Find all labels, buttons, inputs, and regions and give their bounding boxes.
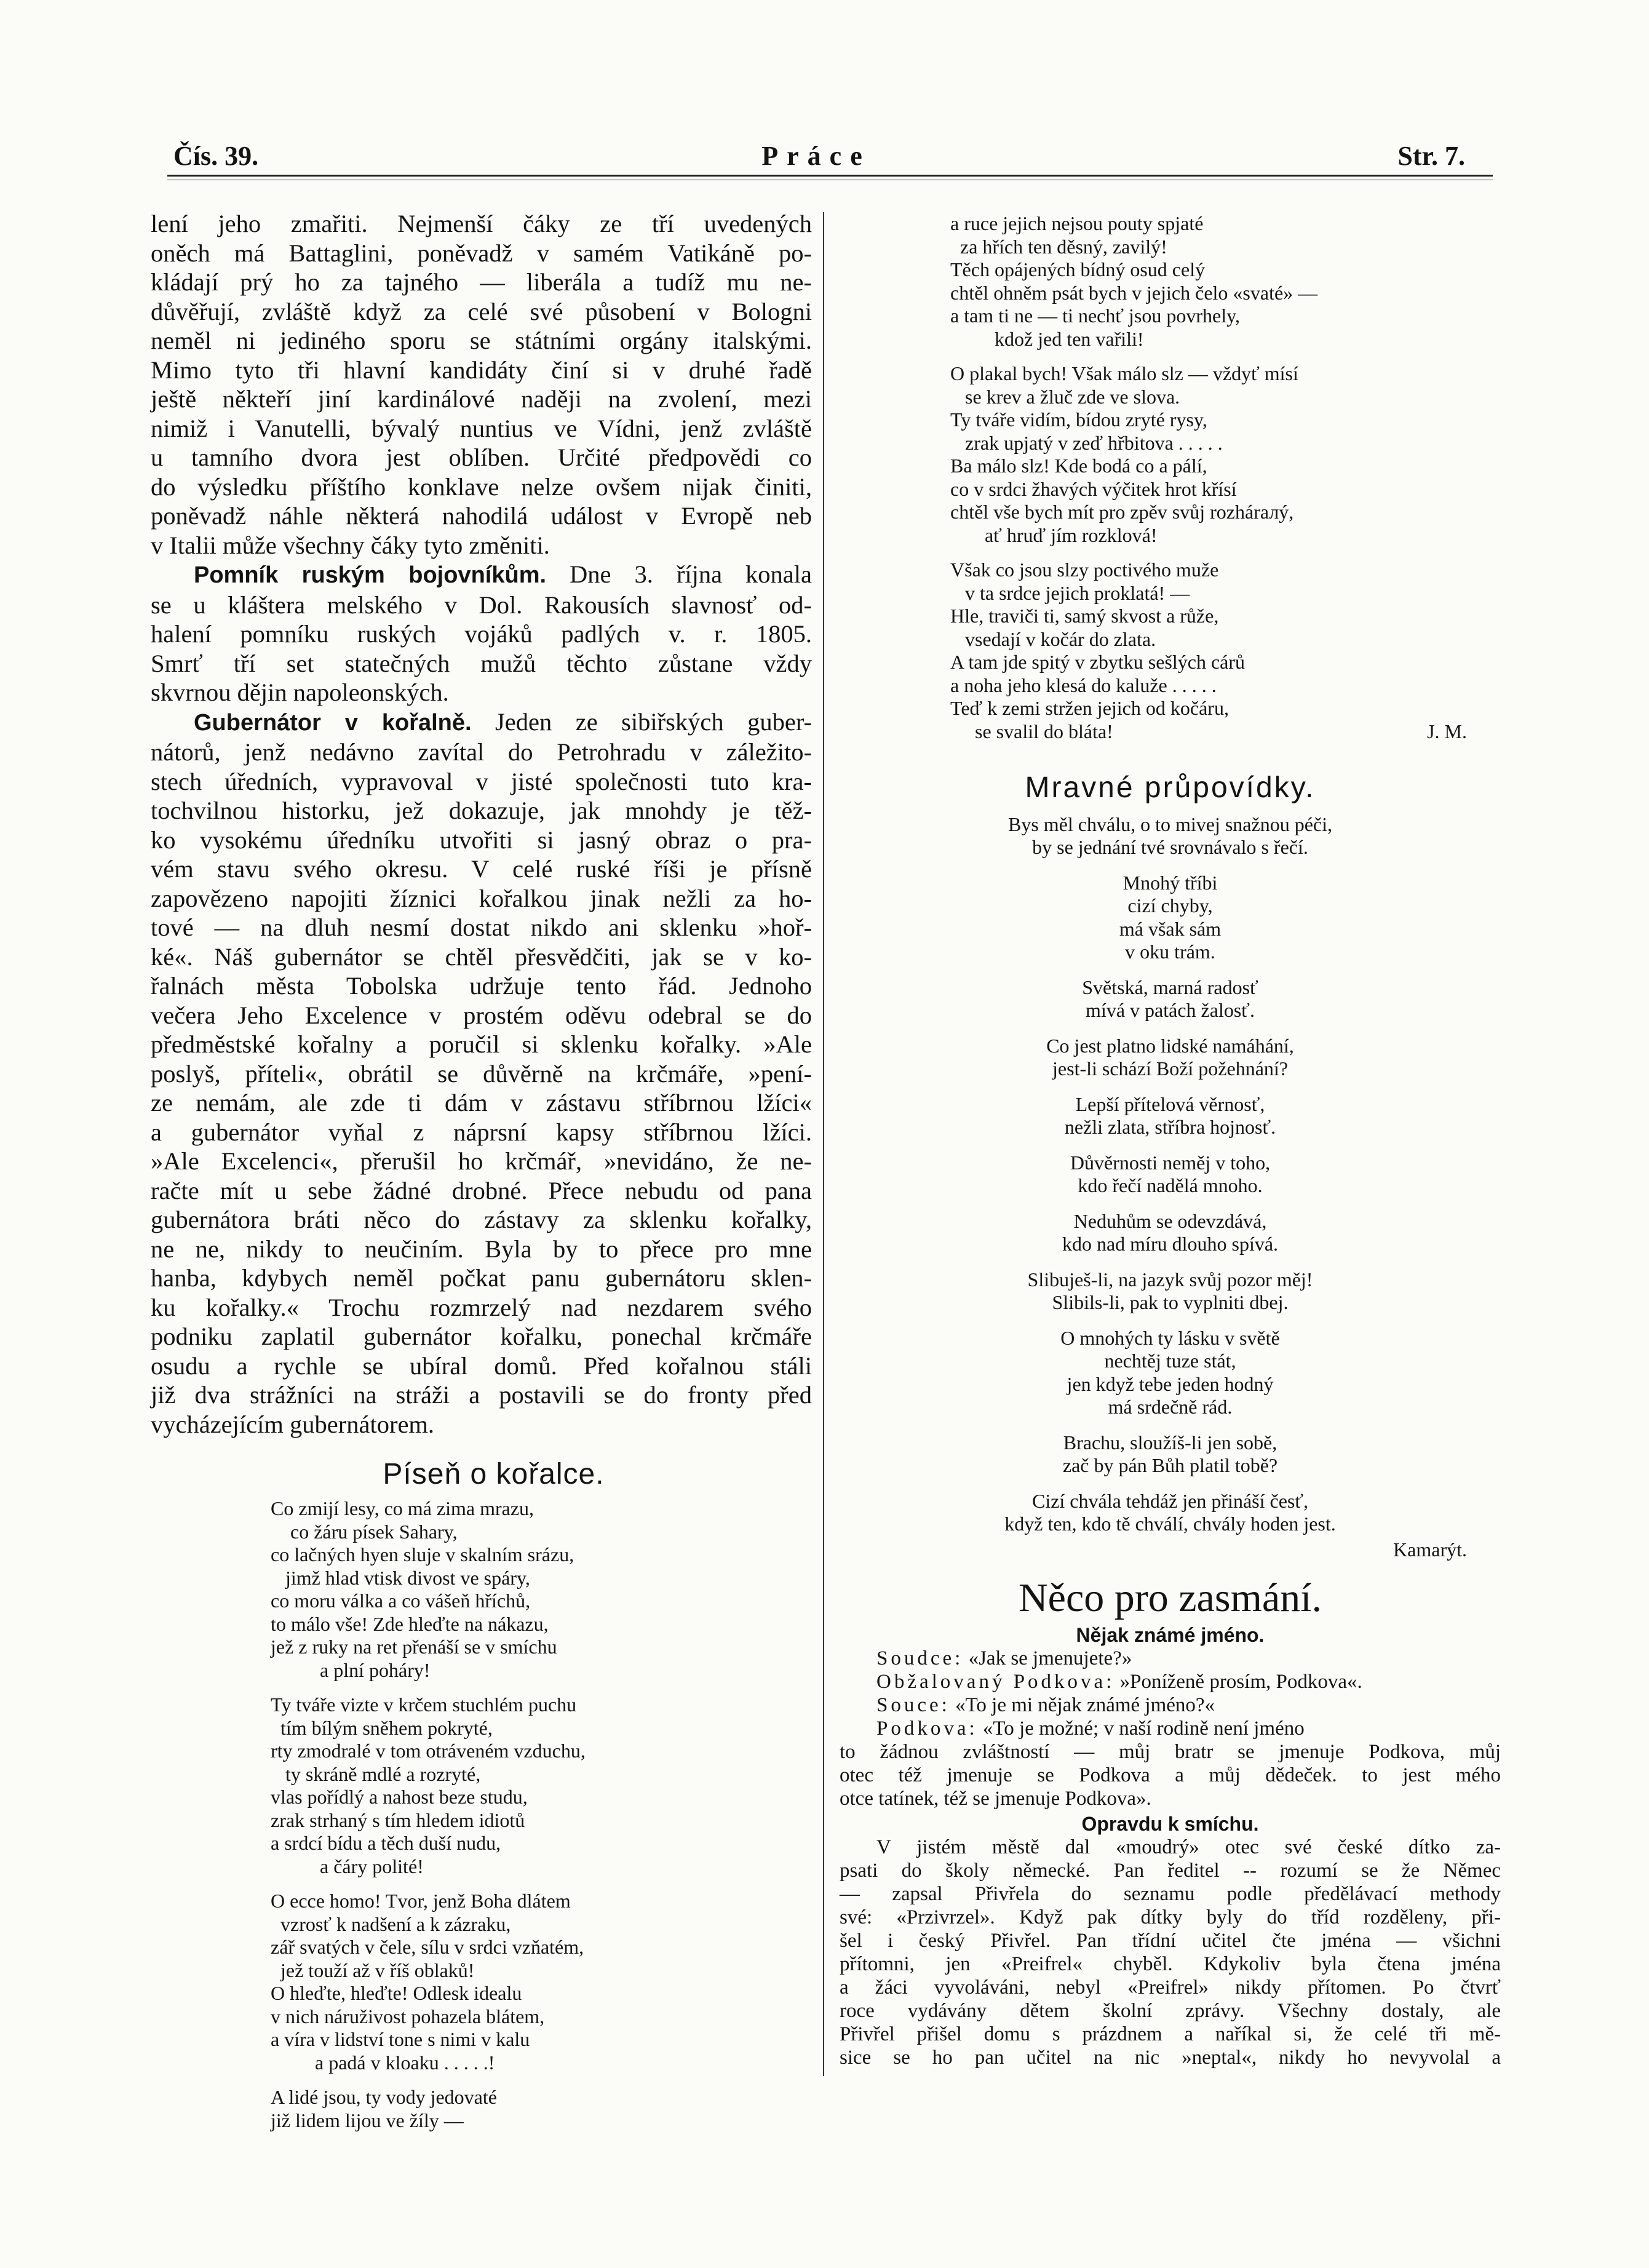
text-line-content: poslyš, příteli«, obrátil se důvěrně na krčmáře, »pení-	[151, 1059, 812, 1088]
poem-line: Těch opájených bídný osud celý	[950, 258, 1206, 281]
proverb-line: jest-li schází Boží požehnání?	[1052, 1057, 1288, 1080]
text-line	[151, 560, 812, 591]
poem-stanza	[950, 362, 1501, 547]
poem-stanza	[271, 1497, 812, 1682]
poem-title: Píseň o kořalce.	[383, 1458, 605, 1490]
poem-stanza	[271, 1693, 812, 1878]
poem-line: a padá v kloaku . . . . .!	[271, 2051, 495, 2074]
text-line-content: ku kořalky.« Trochu rozmrzelý nad nezdarem svého	[151, 1293, 812, 1321]
text-line-content: ne ne, nikdy to neučiním. Byla by to přece pro mne	[151, 1235, 812, 1263]
text-line-content: Dne 3. října konala	[546, 560, 812, 588]
page-number: Str. 7.	[1397, 141, 1465, 171]
poem-continuation	[950, 212, 1501, 743]
poem-line: se krev a žluč zde ve slova.	[950, 385, 1180, 408]
text-line-content: a gubernátor vyňal z náprsní kapsy stříbrnou lžíci.	[151, 1118, 812, 1146]
article-monument	[151, 560, 812, 707]
humor-title: Něco pro zasmání.	[1019, 1575, 1322, 1620]
poem-stanza	[950, 559, 1501, 743]
text-line-content: ze nemám, ale zde ti dám v zástavu stříbrnou lžíci«	[151, 1089, 812, 1116]
text-line: — zapsal Přivřela do seznamu podle předělávací methody	[840, 1883, 1501, 1905]
text-line-content: již dva strážníci na stráži a postavili se do fronty před	[151, 1381, 812, 1409]
dialogue-line	[876, 1717, 1501, 1740]
proverbs-list	[840, 813, 1501, 1536]
article-governor	[151, 707, 812, 1439]
poem-line: vlas pořídlý a nahost beze studu,	[271, 1786, 528, 1808]
poem-line: A tam jde spitý v zbytku sešlých cárů	[950, 651, 1246, 673]
proverb-line: má srdečně rád.	[1108, 1396, 1233, 1418]
proverb-line: má však sám	[1119, 917, 1222, 940]
text-line	[151, 1030, 812, 1059]
header-rule	[167, 175, 1493, 177]
text-line	[151, 767, 812, 797]
text-line-content: »Ale Excelenci«, přerušil ho krčmář, »nevidáno, že ne-	[151, 1147, 812, 1175]
poem-line: O plakal bych! Však málo slz — vždyť mísí	[950, 362, 1298, 384]
proverb	[840, 1093, 1501, 1139]
poem-line: O ecce homo! Tvor, jenž Boha dlátem	[271, 1890, 571, 1912]
poem-line: zrak upjatý v zeď hřbitova . . . . .	[950, 431, 1223, 454]
text-line	[151, 1059, 812, 1089]
proverb-line: Brachu, sloužíš-li jen sobě,	[1063, 1431, 1277, 1454]
text-line-content: halení pomníku ruských vojáků padlých v. r. 1805.	[151, 620, 812, 648]
text-line-content: večera Jeho Excelence v prostém oděvu odebral se do	[151, 1001, 812, 1029]
text-line-content: vém stavu svého okresu. V celé ruské říši je přísně	[151, 855, 812, 883]
poem-line: již lidem lijou ve žíly —	[271, 2109, 464, 2131]
text-line	[151, 738, 812, 767]
joke1-subtitle: Nějak známé jméno.	[1076, 1624, 1265, 1646]
text-line	[151, 472, 812, 502]
poem-line: za hřích ten děsný, zavilý!	[950, 235, 1167, 258]
text-line-content: Jeden ze sibiřských guber-	[471, 707, 812, 736]
proverb	[840, 1210, 1501, 1256]
proverb-line: Důvěrnosti neměj v toho,	[1070, 1151, 1271, 1174]
text-line	[151, 384, 812, 414]
dialogue-text: «To je možné; v naší rodině není jméno	[977, 1717, 1305, 1740]
text-line	[151, 356, 812, 385]
proverb	[840, 1327, 1501, 1419]
text-line	[151, 1322, 812, 1351]
proverb-line: nežli zlata, stříbra hojnosť.	[1064, 1116, 1276, 1138]
text-line: přítomni, jen «Preifrel« chyběl. Kdykoliv byla čtena jména	[840, 1953, 1501, 1975]
poem-stanza	[271, 1890, 812, 2074]
poem-line: ať hruď jím rozklová!	[950, 523, 1158, 546]
proverb-line: mívá v patách žalosť.	[1086, 999, 1255, 1021]
text-line-content: podniku zaplatil gubernátor kořalku, ponechal krčmáře	[151, 1323, 812, 1350]
text-line	[151, 239, 812, 268]
proverb-line: Lepší přítelová věrnosť,	[1075, 1092, 1265, 1115]
poem-line: zář svatých v čele, sílu v srdci vzňatém,	[271, 1936, 584, 1958]
text-line-content: Smrť tří set statečných mužů těchto zůstane vždy	[151, 649, 812, 677]
text-line-content: poněvadž náhle některá nahodilá událost v Evropě neb	[151, 502, 812, 530]
proverb-line: zač by pán Bůh platil tobě?	[1062, 1454, 1278, 1476]
proverb-line: jen když tebe jeden hodný	[1067, 1372, 1274, 1395]
poem-line: co v srdci žhavých výčitek hrot křísí	[950, 477, 1237, 500]
proverb-line: Mnohý tříbi	[1123, 871, 1218, 894]
text-line	[151, 942, 812, 972]
speaker-name: Obžalovaný Podkova:	[876, 1671, 1115, 1693]
text-line	[151, 707, 812, 738]
proverb	[840, 872, 1501, 964]
text-line-content: v Italii může všechny čáky tyto změniti.	[151, 531, 550, 559]
joke1-body	[840, 1647, 1501, 1740]
text-line: sice se ho pan učitel na nic »neptal«, nikdy ho nevyvolal a	[840, 2047, 1501, 2069]
section-heading: Pomník ruským bojovníkům.	[194, 562, 547, 588]
text-line	[151, 854, 812, 884]
text-line	[151, 1235, 812, 1264]
text-line	[151, 531, 812, 560]
text-line	[151, 591, 812, 620]
poem-line: O hleďte, hleďte! Odlesk idealu	[271, 1982, 522, 2004]
text-line	[151, 913, 812, 942]
text-line: V jistém městě dal «moudrý» otec své české dítko za-	[876, 1836, 1501, 1858]
text-line-content: zapovězeno napojiti žíznici kořalkou jinak nežli za ho-	[151, 884, 812, 912]
right-column	[840, 209, 1501, 2069]
poem-line: tím bílým sněhem pokryté,	[271, 1716, 493, 1739]
poem-line: se svalil do bláta!	[950, 720, 1113, 742]
dialogue-line	[876, 1670, 1501, 1693]
text-line	[151, 1088, 812, 1118]
poem-line: A lidé jsou, ty vody jedovaté	[271, 2086, 497, 2108]
text-line-content: nimiž i Vanutelli, bývalý nuntius ve Vídni, jenž zvláště	[151, 414, 812, 442]
text-line: a žáci vyvoláváni, nebyl «Preifrel» nikdy přítomen. Po čtvrť	[840, 1976, 1501, 1999]
proverb	[840, 1268, 1501, 1315]
speaker-name: Souce:	[876, 1694, 950, 1716]
text-line	[151, 1001, 812, 1030]
text-line-content: račte mít u sebe žádné drobné. Přece nebudu od pana	[151, 1176, 812, 1204]
poem-line: co lačných hyen sluje v skalním srázu,	[271, 1543, 574, 1566]
text-line: otce tatínek, též se jmenuje Podkova».	[840, 1788, 1151, 1810]
issue-number: Čís. 39.	[173, 141, 259, 171]
poem-line: to málo vše! Zde hleďte na nákazu,	[271, 1612, 549, 1635]
proverb-line: Co jest platno lidské namáhání,	[1046, 1034, 1294, 1057]
poem-line: chtěl vše bych mít pro zpěv svůj rozhárалý,	[950, 501, 1294, 523]
text-line-content: neměl ni jediného sporu se státními orgány italskými.	[151, 327, 812, 354]
text-line-content: kládají prý ho za tajného — liberála a tudíž mu ne-	[151, 268, 812, 296]
speaker-name: Soudce:	[876, 1647, 964, 1669]
text-line	[151, 1176, 812, 1206]
poem-line: vsedají v kočár do zlata.	[950, 627, 1156, 650]
poem-line: a ruce jejich nejsou pouty spjaté	[950, 212, 1204, 234]
text-line	[151, 1205, 812, 1235]
poem-stanza	[950, 212, 1501, 351]
poem-line: Ba málo slz! Kde bodá co a pálí,	[950, 455, 1207, 477]
text-line-content: ké«. Náš gubernátor se chtěl přesvědčiti, jak se v ko-	[151, 942, 812, 971]
text-line	[151, 678, 812, 707]
poem-body	[271, 1497, 812, 2132]
dialogue-text: «Jak se jmenujete?»	[963, 1647, 1132, 1669]
poem-stanza	[271, 2086, 812, 2132]
text-line	[151, 443, 812, 472]
proverb-line: cizí chyby,	[1127, 894, 1213, 917]
poem-line: zrak strhaný s tím hledem idiotů	[271, 1808, 525, 1831]
text-line: své: «Przivrzel». Když pak dítky byly do tříd rozděleny, při-	[840, 1906, 1501, 1928]
text-line	[151, 1263, 812, 1293]
text-line	[151, 1147, 812, 1176]
proverb-line: Cizí chvála tehdáž jen přináší česť,	[1031, 1489, 1309, 1512]
text-line	[151, 209, 812, 239]
poem-line: Však co jsou slzy poctivého muže	[950, 559, 1219, 581]
section-heading: Gubernátor v kořalně.	[194, 709, 472, 736]
poem-line: a víra v lidství tone s nimi v kalu	[271, 2028, 530, 2050]
proverb-line: Slibuješ-li, na jazyk svůj pozor měj!	[1027, 1268, 1313, 1291]
poem-line: co žáru písek Sahary,	[271, 1520, 458, 1543]
text-line	[151, 1410, 812, 1439]
poem-line: a tam ti ne — ti nechť jsou povrhely,	[950, 304, 1241, 327]
left-column	[151, 209, 812, 2144]
proverb-line: v oku trám.	[1125, 941, 1215, 963]
text-line-content: se u kláštera melského v Dol. Rakousích slavnosť od-	[151, 591, 812, 619]
text-line	[151, 826, 812, 855]
text-line	[151, 1293, 812, 1323]
poem-line: a srdcí bídu a těch duší nudu,	[271, 1832, 501, 1854]
text-line-content: skvrnou dějin napoleonských.	[151, 678, 449, 706]
text-line-content: ještě někteří jiní kardinálové naději na zvolení, mezi	[151, 385, 812, 413]
text-line	[151, 1380, 812, 1410]
text-line	[151, 1351, 812, 1381]
joke1-continued	[840, 1740, 1501, 1810]
proverb-line: O mnohých ty lásku v světě	[1060, 1326, 1280, 1349]
text-line-content: důvěřují, zvláště když za celé své působení v Bologni	[151, 297, 812, 325]
poem-line: kdož jed ten vařili!	[950, 327, 1144, 350]
poem-line: v nich náruživost pohazela blátem,	[271, 2005, 545, 2027]
text-line: otec též jmenuje se Podkova a můj dědeček. to jest mého	[840, 1764, 1501, 1786]
text-line	[151, 971, 812, 1001]
text-line	[151, 501, 812, 531]
proverb	[840, 1490, 1501, 1536]
text-line-content: osudu a rychle se ubíral domů. Před kořalnou stáli	[151, 1351, 812, 1380]
proverb-line: když ten, kdo tě chválí, chvály hoden jest.	[1004, 1513, 1336, 1535]
text-line	[151, 297, 812, 327]
poem-line: Co zmijí lesy, co má zima mrazu,	[271, 1497, 534, 1519]
text-line-content: hanba, kdybych neměl počkat panu gubernátoru sklen-	[151, 1264, 812, 1292]
proverb-line: nechtěj tuze stát,	[1104, 1350, 1236, 1372]
dialogue-line	[876, 1647, 1501, 1670]
proverb-line: kdo řečí nadělá mnoho.	[1078, 1174, 1263, 1196]
poem-line: a čáry polité!	[271, 1855, 424, 1877]
poem-signature: J. M.	[1427, 720, 1467, 742]
dialogue-line	[876, 1693, 1501, 1717]
proverb	[840, 1431, 1501, 1478]
proverb	[840, 1035, 1501, 1081]
text-line-content: lení jeho zmařiti. Nejmenší čáky ze tří uvedených	[151, 210, 812, 237]
poem-line: Teď k zemi stržen jejich od kočáru,	[950, 697, 1229, 719]
proverb	[840, 813, 1501, 859]
proverbs-signature: Kamarýt.	[1393, 1538, 1467, 1561]
poem-line: jež touží až v říš oblaků!	[271, 1959, 475, 1981]
poem-line: a noha jeho klesá do kaluže . . . . .	[950, 674, 1217, 696]
running-header	[167, 134, 1465, 171]
column-divider	[823, 212, 824, 2076]
text-line-content: do výsledku příštího konklave nelze ovšem nijak činiti,	[151, 472, 812, 501]
poem-line: Ty tváře vidím, bídou zryté rysy,	[950, 408, 1207, 431]
proverb-line: Neduhům se odevzdává,	[1073, 1209, 1267, 1232]
joke2-body	[840, 1836, 1501, 2069]
text-line	[151, 884, 812, 913]
text-line: šel i český Přivřel. Pan třídní učitel čte jména — všichni	[840, 1930, 1501, 1952]
poem-line: co moru válka a co vášeň hříchů,	[271, 1590, 531, 1612]
text-line-content: řalnách města Tobolska udržuje tento řád. Jednoho	[151, 972, 812, 1000]
text-line: psati do školy německé. Pan ředitel -- rozumí se že Němec	[840, 1860, 1501, 1882]
poem-line: v ta srdce jejich proklatá! —	[950, 581, 1190, 604]
dialogue-text: «To je mi nějak známé jméno?«	[950, 1694, 1215, 1716]
dialogue-text: »Poníženě prosím, Podkova«.	[1115, 1671, 1362, 1693]
text-line-content: gubernátora bráti něco do zástavy za sklenku kořalky,	[151, 1206, 812, 1233]
poem-line: Ty tváře vizte v krčem stuchlém puchu	[271, 1693, 577, 1716]
newspaper-title: Práce	[761, 141, 871, 171]
text-line-content: předměstské kořalny a poručil si sklenku kořalky. »Ale	[151, 1030, 812, 1058]
text-line-content: tochvilnou historku, jež dokazuje, jak mnohdy je těž-	[151, 797, 812, 824]
text-line-content: oněch má Battaglini, poněvadž v samém Vatikáně po-	[151, 239, 812, 267]
text-line	[151, 268, 812, 297]
joke2-subtitle: Opravdu k smíchu.	[1081, 1813, 1259, 1835]
text-line-content: Mimo tyto tři hlavní kandidáty činí si v druhé řadě	[151, 356, 812, 384]
poem-line: jež z ruky na ret přenáší se v smíchu	[271, 1636, 557, 1658]
poem-line: a plní poháry!	[271, 1658, 431, 1681]
text-line	[151, 1118, 812, 1147]
poem-line: vzrosť k nadšení a k zázraku,	[271, 1912, 511, 1935]
proverb	[840, 976, 1501, 1022]
article-conclave	[151, 209, 812, 560]
text-line	[151, 649, 812, 678]
text-line-content: vycházejícím gubernátorem.	[151, 1410, 435, 1438]
speaker-name: Podkova:	[876, 1717, 978, 1740]
text-line	[151, 414, 812, 444]
text-line-content: stech úředních, vypravoval v jisté společnosti tuto kra-	[151, 767, 812, 795]
text-line: to žádnou zvláštností — můj bratr se jmenuje Podkova, můj	[840, 1741, 1501, 1763]
text-line-content: nátorů, jenž nedávno zavítal do Petrohradu v záležito-	[151, 738, 812, 766]
proverb-line: kdo nad míru dlouho spívá.	[1062, 1233, 1279, 1255]
text-line-content: tové — na dluh nesmí dostat nikdo ani sklenku »hoř-	[151, 913, 812, 941]
text-line: roce vydávány dětem školní zprávy. Všechny dostaly, ale	[840, 2000, 1501, 2022]
proverb-line: Slibils-li, pak to vyplniti dbej.	[1052, 1291, 1289, 1313]
poem-line: jimž hlad vtisk divost ve spáry,	[271, 1566, 530, 1589]
text-line	[151, 619, 812, 649]
text-line-content: u tamního dvora jest oblíben. Určité předpovědi co	[151, 444, 812, 471]
proverb	[840, 1152, 1501, 1198]
proverbs-title: Mravné průpovídky.	[1025, 771, 1316, 804]
proverb-line: by se jednání tvé srovnávalo s řečí.	[1032, 836, 1308, 858]
proverb-line: Bys měl chválu, o to mivej snažnou péči,	[1008, 813, 1332, 835]
proverb-line: Světská, marná radosť	[1082, 976, 1258, 998]
text-line	[151, 326, 812, 356]
text-line: Přivřel přišel domu s prázdnem a naříkal si, že celé tři mě-	[840, 2023, 1501, 2045]
poem-line: Hle, traviči ti, samý skvost a růže,	[950, 605, 1219, 627]
text-line-content: ko vysokému úředníku utvořiti si jasný obraz o pra-	[151, 826, 812, 854]
poem-line: ty skráně mdlé a rozryté,	[271, 1762, 481, 1785]
poem-line: chtěl ohněm psát bych v jejich čelo «svaté» —	[950, 281, 1318, 304]
poem-line: rty zmodralé v tom otráveném vzduchu,	[271, 1740, 586, 1762]
text-line	[151, 796, 812, 826]
